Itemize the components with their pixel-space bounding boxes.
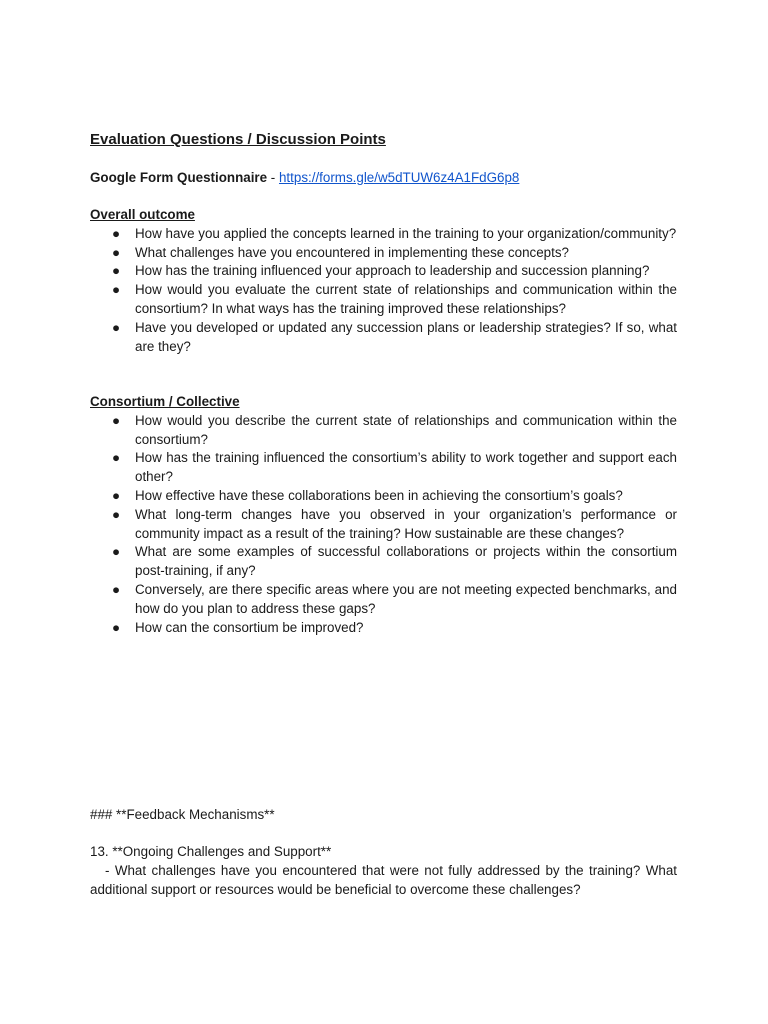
list-item-text: What challenges have you encountered in implementing these concepts? [135, 244, 569, 260]
ongoing-challenges-heading: 13. **Ongoing Challenges and Support** [90, 844, 332, 859]
list-item-text: How has the training influenced your approach to leadership and succession planning? [135, 263, 650, 279]
ongoing-challenges-text: - What challenges have you encountered that were not fully addressed by the training? What additional support or resources would be beneficial to overcome these challenges? [90, 862, 677, 897]
list-item [90, 262, 677, 281]
list-item-text: How has the training influenced the consortium’s ability to work together and support each other? [135, 450, 677, 485]
bullet-icon: ● [112, 412, 121, 428]
consortium-section [90, 393, 677, 637]
list-item-text: Conversely, are there specific areas where you are not meeting expected benchmarks, and how do you plan to address these gaps? [135, 581, 677, 616]
list-item [90, 244, 677, 263]
list-item-text: How have you applied the concepts learned in the training to your organization/community? [135, 225, 677, 241]
list-item [90, 225, 677, 244]
bullet-icon: ● [112, 581, 121, 597]
bullet-icon: ● [112, 450, 121, 466]
google-form-label: Google Form Questionnaire [90, 170, 268, 185]
bullet-icon: ● [112, 544, 121, 560]
list-item-text: What long-term changes have you observed in your organization’s performance or community impact as a result of the training? How sustainable are these changes? [135, 506, 677, 541]
google-form-separator: - [267, 170, 279, 185]
feedback-heading: ### **Feedback Mechanisms** [90, 807, 275, 822]
bullet-icon: ● [112, 225, 121, 241]
list-item [90, 281, 677, 319]
overall-outcome-section [90, 206, 677, 356]
list-item [90, 412, 677, 450]
bullet-icon: ● [112, 619, 121, 635]
bullet-icon: ● [112, 244, 121, 260]
ongoing-challenges-detail [90, 862, 677, 900]
google-form-link[interactable]: https://forms.gle/w5dTUW6z4A1FdG6p8 [278, 170, 520, 185]
list-item [90, 449, 677, 487]
consortium-heading: Consortium / Collective [90, 394, 240, 409]
overall-outcome-heading: Overall outcome [90, 207, 195, 222]
bullet-icon: ● [112, 282, 121, 298]
overall-outcome-list [90, 225, 677, 357]
bullet-icon: ● [112, 263, 121, 279]
list-item-text: What are some examples of successful collaborations or projects within the consortium post-training, if any? [135, 544, 677, 579]
list-item-text: How would you evaluate the current state of relationships and communication within the consortium? In what ways has the training improved these relationships? [135, 282, 677, 316]
list-item-text: How effective have these collaborations been in achieving the consortium’s goals? [135, 487, 623, 503]
list-item [90, 581, 677, 619]
list-item [90, 619, 677, 638]
ongoing-challenges-section [90, 843, 677, 899]
list-item [90, 487, 677, 506]
list-item [90, 506, 677, 544]
google-form-line [90, 169, 677, 188]
consortium-list [90, 412, 677, 638]
list-item [90, 543, 677, 581]
list-item-text: How would you describe the current state of relationships and communication within the consortium? [135, 412, 677, 447]
list-item-text: Have you developed or updated any succession plans or leadership strategies? If so, what are they? [135, 319, 677, 354]
bullet-icon: ● [112, 506, 121, 522]
list-item [90, 319, 677, 357]
list-item-text: How can the consortium be improved? [135, 619, 364, 635]
bullet-icon: ● [112, 319, 121, 335]
bullet-icon: ● [112, 487, 121, 503]
page-title: Evaluation Questions / Discussion Points [90, 131, 386, 148]
